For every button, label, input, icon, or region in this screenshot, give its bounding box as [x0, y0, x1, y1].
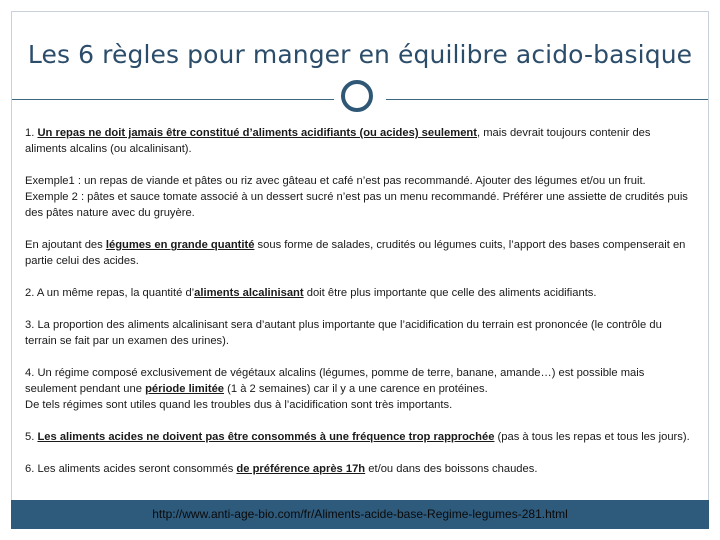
divider-right	[386, 99, 708, 100]
rule-6: 6. Les aliments acides seront consommés de préférence après 17h et/ou dans des boissons chaudes.	[25, 463, 538, 475]
rules-content	[25, 125, 695, 493]
rule-1: 1. Un repas ne doit jamais être constitué d’aliments acidifiants (ou acides) seulement, mais devrait toujours contenir des aliments alcalins (ou alcalinisant).	[25, 127, 651, 155]
rule-1-emphasis: Un repas ne doit jamais être constitué d’aliments acidifiants (ou acides) seulement	[37, 127, 477, 139]
rule-5-emphasis: Les aliments acides ne doivent pas être consommés à une fréquence trop rapprochée	[37, 431, 495, 443]
vegetables-note: En ajoutant des légumes en grande quantité sous forme de salades, crudités ou légumes cuits, l’apport des bases compenserait en partie celui des acides.	[25, 239, 686, 267]
example-2: Exemple 2 : pâtes et sauce tomate associé à un dessert sucré n’est pas un menu recommandé. Préférer une assiette de crudités puis des pâtes nature avec du gruyère.	[25, 191, 688, 219]
source-link[interactable]: http://www.anti-age-bio.com/fr/Aliments-acide-base-Regime-legumes-281.html	[152, 507, 568, 521]
divider-left	[12, 99, 334, 100]
example-1: Exemple1 : un repas de viande et pâtes ou riz avec gâteau et café n’est pas recommandé. Ajouter des légumes et/ou un fruit.	[25, 175, 646, 187]
rule-2: 2. A un même repas, la quantité d’aliments alcalinisant doit être plus importante que celle des aliments acidifiants.	[25, 287, 597, 299]
page-title: Les 6 règles pour manger en équilibre acido-basique	[27, 40, 693, 69]
rule-6-emphasis: de préférence après 17h	[236, 463, 366, 475]
rule-5: 5. Les aliments acides ne doivent pas être consommés à une fréquence trop rapprochée (pas à tous les repas et tous les jours).	[25, 431, 690, 443]
examples	[25, 173, 695, 221]
rule-2-emphasis: aliments alcalinisant	[194, 287, 304, 299]
vegetables-emphasis: légumes en grande quantité	[105, 239, 255, 251]
rule-4-emphasis: période limitée	[145, 383, 225, 395]
rule-4-note: De tels régimes sont utiles quand les troubles dus à l’acidification sont très importants.	[25, 399, 453, 411]
rule-3: 3. La proportion des aliments alcalinisant sera d’autant plus importante que l’acidification du terrain est prononcée (le contrôle du terrain se fait par un examen des urines).	[25, 319, 662, 347]
circle-ornament	[341, 80, 373, 112]
rule-4: 4. Un régime composé exclusivement de végétaux alcalins (légumes, pomme de terre, banane, amande…) est possible mais seulement pendant une période limitée (1 à 2 semaines) car il y a une carence en protéines. De tels régimes sont utiles quand les troubles dus à l’acidification sont très importants.	[25, 367, 645, 411]
